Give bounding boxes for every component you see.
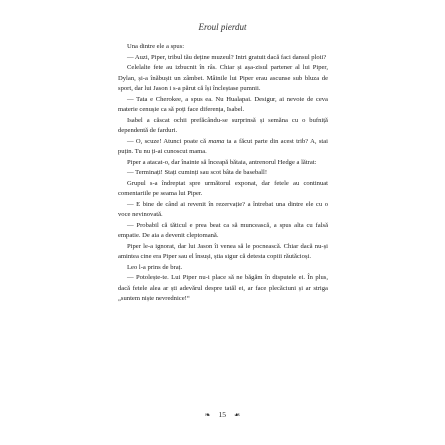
paragraph: — E bine de când ai revenit în rezervație? a întrebat una dintre ele cu o voce nevinovată. <box>118 200 328 218</box>
paragraph: Piper le-a ignorat, dar lui Jason îi venea să le pocnească. Chiar dacă nu-și amintea cine era Piper sau el însuși, știa sigur că detesta copiii răutăcioși. <box>118 242 328 260</box>
body-text <box>118 42 328 305</box>
paragraph: — Tata e Cherokee, a spus ea. Nu Hualapai. Desigur, ai nevoie de ceva materie cenușie ca să poți face diferența, Isabel. <box>118 95 328 113</box>
fleuron-left-icon: ❧ <box>204 411 211 419</box>
paragraph: Celelalte fete au izbucnit în râs. Chiar și așa-zisul partener al lui Piper, Dylan, și-a înăbușit un zâmbet. Mâinile lui Piper erau ascunse sub bluza de sport, dar lui Jason i s-a părut că își încleștase pumnii. <box>118 64 328 92</box>
paragraph: — Potolește-te. Lui Piper nu-i place să ne băgăm în disputele ei. În plus, dacă fetele alea ar ști adevărul despre tatăl ei, ar face plecăciuni și ar striga „suntem niște nevrednice!“ <box>118 274 328 302</box>
paragraph: — Terminați! Stați cuminți sau scot bâta de baseball! <box>127 169 268 176</box>
running-title: Eroul pierdut <box>198 22 247 32</box>
paragraph: — Auzi, Piper, tribul tău deține muzeul? Intri gratuit dacă faci dansul ploii? <box>127 53 327 61</box>
emphasis: mama <box>208 137 225 145</box>
paragraph: Isabel a căscat ochii prefăcându-se surprinsă și semăna cu o bufniță dependentă de farduri. <box>118 116 328 134</box>
page-number: 15 <box>218 410 227 419</box>
page-footer <box>0 410 445 419</box>
paragraph: — Probabil că tăticul e prea beat ca să muncească, a spus alta cu falsă empatie. De aia a devenit cleptomană. <box>118 221 328 239</box>
fleuron-right-icon: ☙ <box>233 411 241 419</box>
paragraph: Leo l-a prins de braț. <box>127 263 183 271</box>
paragraph: — O, scuze! Atunci poate că mama ta a făcut parte din acest trib? A, stai puțin. Tu nu ți-ai cunoscut mama. <box>118 137 328 155</box>
paragraph: Una dintre ele a spus: <box>127 43 185 50</box>
paragraph: Piper a atacat-o, dar înainte să înceapă bătaia, antrenorul Hedge a lătrat: <box>127 158 317 166</box>
paragraph: Grupul s-a îndreptat spre următorul exponat, dar fetele au continuat comentariile pe seama lui Piper. <box>118 179 328 197</box>
